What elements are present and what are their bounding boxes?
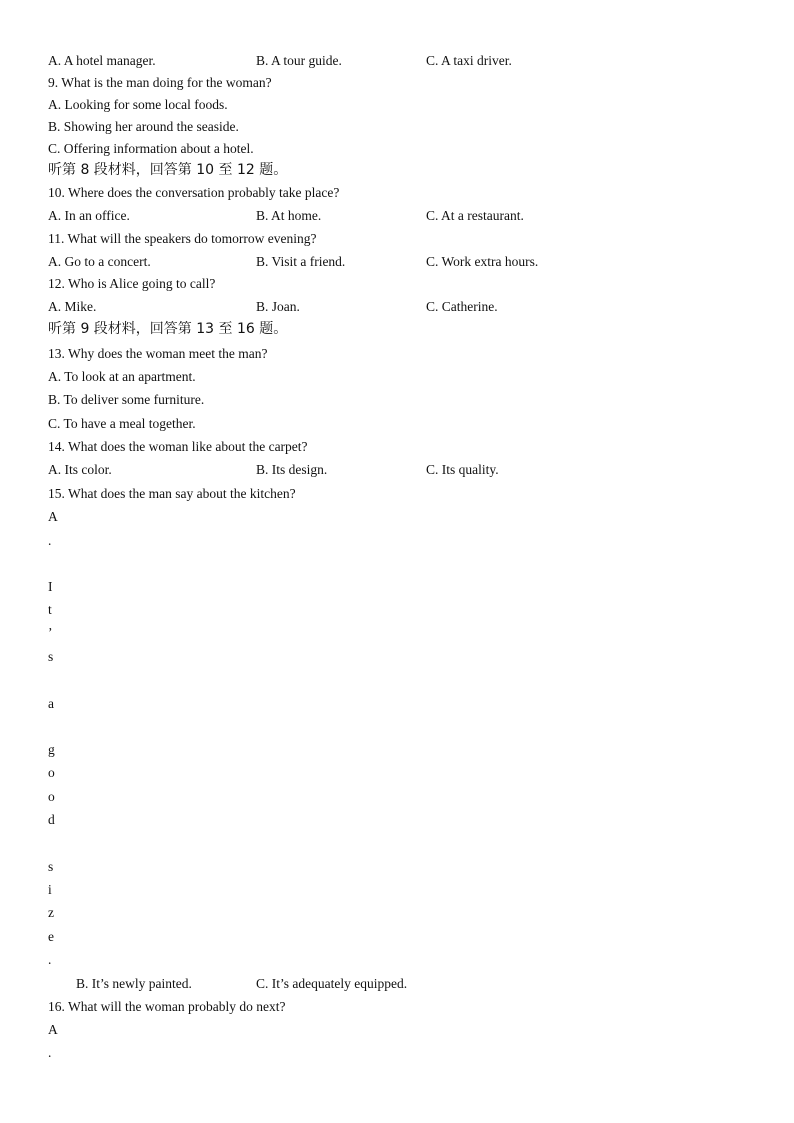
q11-question: 11. What will the speakers do tomorrow evening? <box>48 231 317 246</box>
q11-option-c: C. Work extra hours. <box>426 254 539 269</box>
q8-option-c: C. A taxi driver. <box>426 53 512 68</box>
q9-option-a: A. Looking for some local foods. <box>48 97 228 112</box>
q12-question: 12. Who is Alice going to call? <box>48 276 216 291</box>
q12-option-c: C. Catherine. <box>426 299 498 314</box>
q15-option-a-char: ’ <box>48 625 53 640</box>
q15-option-a-char: s <box>48 859 54 874</box>
section-8-heading: 听第 8 段材料，回答第 10 至 12 题。 <box>48 162 288 178</box>
q15-option-a-char: d <box>48 812 55 827</box>
q15-option-a-char: a <box>48 696 54 711</box>
q10-option-a: A. In an office. <box>48 208 130 223</box>
q15-option-a-char: I <box>48 579 53 594</box>
q13-option-b: B. To deliver some furniture. <box>48 392 205 407</box>
q14-option-a: A. Its color. <box>48 462 112 477</box>
q9-option-b: B. Showing her around the seaside. <box>48 119 239 134</box>
q11-option-b: B. Visit a friend. <box>256 254 346 269</box>
q13-option-c: C. To have a meal together. <box>48 416 196 431</box>
q10-question: 10. Where does the conversation probably take place? <box>48 185 340 200</box>
q13-option-a: A. To look at an apartment. <box>48 369 196 384</box>
q15-option-a-char: z <box>48 905 54 920</box>
q15-option-a-char: o <box>48 765 55 780</box>
q16-option-a-char: A <box>48 1022 58 1037</box>
q15-option-a-char: A <box>48 509 58 524</box>
q14-option-b: B. Its design. <box>256 462 328 477</box>
q9-option-c: C. Offering information about a hotel. <box>48 141 254 156</box>
q15-option-b: B. It’s newly painted. <box>76 976 192 991</box>
q15-option-a-char: i <box>48 882 52 897</box>
q15-question: 15. What does the man say about the kitchen? <box>48 486 296 501</box>
section-9-heading: 听第 9 段材料，回答第 13 至 16 题。 <box>48 321 288 337</box>
q15-option-a-char: t <box>48 602 52 617</box>
q16-option-a-char: . <box>48 1045 52 1060</box>
q15-option-a-char: s <box>48 649 54 664</box>
q9-question: 9. What is the man doing for the woman? <box>48 75 272 90</box>
q15-option-a-char: g <box>48 742 55 757</box>
q8-option-b: B. A tour guide. <box>256 53 342 68</box>
q11-option-a: A. Go to a concert. <box>48 254 151 269</box>
q15-option-a-char: e <box>48 929 54 944</box>
q15-option-a-char: . <box>48 952 52 967</box>
q13-question: 13. Why does the woman meet the man? <box>48 346 268 361</box>
q10-option-b: B. At home. <box>256 208 322 223</box>
q15-option-a-char: . <box>48 533 52 548</box>
q10-option-c: C. At a restaurant. <box>426 208 524 223</box>
q16-question: 16. What will the woman probably do next? <box>48 999 286 1014</box>
q15-option-a-char: o <box>48 789 55 804</box>
q15-option-c: C. It’s adequately equipped. <box>256 976 408 991</box>
q14-option-c: C. Its quality. <box>426 462 499 477</box>
q14-question: 14. What does the woman like about the carpet? <box>48 439 308 454</box>
q8-option-a: A. A hotel manager. <box>48 53 156 68</box>
q12-option-b: B. Joan. <box>256 299 300 314</box>
q12-option-a: A. Mike. <box>48 299 97 314</box>
